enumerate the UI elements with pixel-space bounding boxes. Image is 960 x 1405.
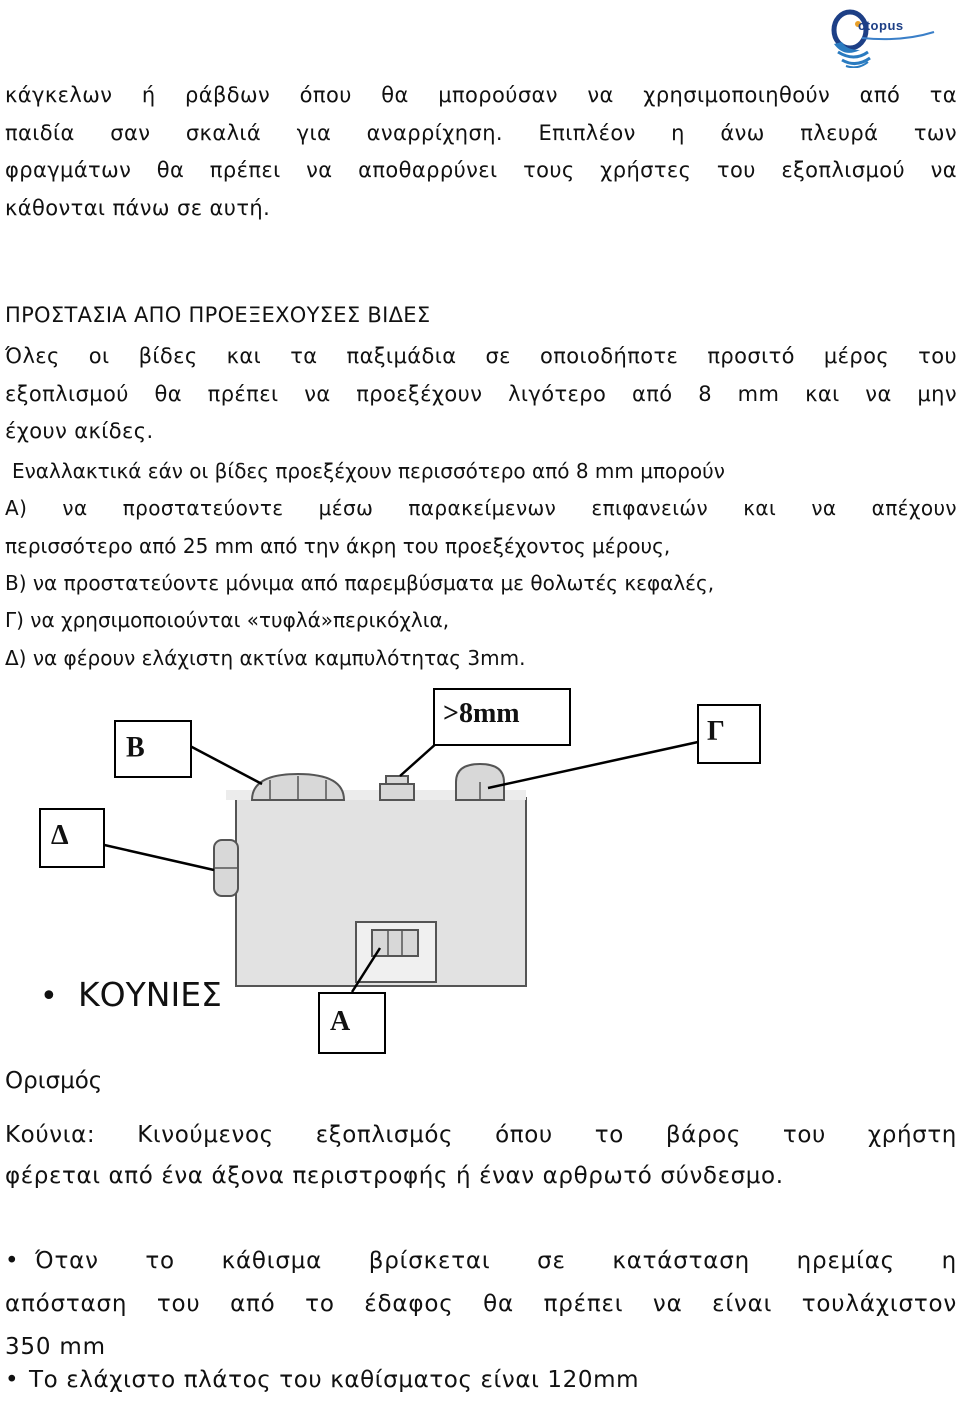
- option-g: Γ) να χρησιμοποιούνται «τυφλά»περικόχλια,: [5, 608, 450, 632]
- seat-height-bullet: [5, 1240, 957, 1369]
- logo-text: ctopus: [858, 18, 904, 33]
- bullet-icon: •: [5, 1248, 20, 1274]
- intro-paragraph: [5, 77, 957, 227]
- seat-width-bullet: [5, 1367, 639, 1393]
- paragraph-line: παιδία σαν σκαλιά για αναρρίχηση. Επιπλέον η άνω πλευρά των: [5, 120, 957, 145]
- option-a-line2: περισσότερο από 25 mm από την άκρη του προεξέχοντος μέρους,: [5, 534, 671, 558]
- bullet-text: Το ελάχιστο πλάτος του καθίσματος είναι 120mm: [29, 1367, 640, 1393]
- paragraph-line: κάγκελων ή ράβδων όπου θα μπορούσαν να χρησιμοποιηθούν από τα: [5, 83, 957, 107]
- definition-title: Ορισμός: [5, 1068, 103, 1094]
- bullet-icon: •: [5, 1367, 20, 1393]
- bullet-line: [5, 1240, 957, 1283]
- paragraph-line: φραγμάτων θα πρέπει να αποθαρρύνει τους χρήστες του εξοπλισμού να: [5, 158, 957, 182]
- paragraph-line: κάθονται πάνω σε αυτή.: [5, 195, 271, 220]
- section-heading: ΠΡΟΣΤΑΣΙΑ ΑΠΟ ΠΡΟΕΞΕΧΟΥΣΕΣ ΒΙΔΕΣ: [5, 303, 431, 327]
- label-over-8mm: [433, 688, 571, 746]
- paragraph-line: εξοπλισμού θα πρέπει να προεξέχουν λιγότερο από 8 mm και να μην: [5, 381, 957, 406]
- label-g-text: Γ: [707, 716, 725, 747]
- paragraph-line: φέρεται από ένα άξονα περιστροφής ή έναν αρθρωτό σύνδεσμο.: [5, 1163, 784, 1189]
- label-g: [697, 704, 761, 764]
- option-d: Δ) να φέρουν ελάχιστη ακτίνα καμπυλότητας 3mm.: [5, 646, 526, 670]
- paragraph-line: Κούνια: Κινούμενος εξοπλισμός όπου το βάρος του χρήστη: [5, 1122, 957, 1148]
- definition-paragraph: [5, 1115, 957, 1197]
- paragraph-line: Όλες οι βίδες και τα παξιμάδια σε οποιοδήποτε προσιτό μέρος του: [5, 344, 957, 368]
- option-a: [5, 490, 957, 528]
- swings-heading-text: ΚΟΥΝΙΕΣ: [78, 975, 222, 1014]
- label-d: [39, 808, 105, 868]
- bullet-line: απόσταση του από το έδαφος θα πρέπει να είναι τουλάχιστον: [5, 1291, 957, 1317]
- company-logo: [828, 4, 940, 68]
- option-b: Β) να προστατεύοντε μόνιμα από παρεμβύσματα με θολωτές κεφαλές,: [5, 571, 715, 595]
- label-b: [114, 720, 192, 778]
- alternatives-intro: Εναλλακτικά εάν οι βίδες προεξέχουν περισσότερο από 8 mm μπορούν: [12, 459, 725, 483]
- swings-heading: [40, 975, 222, 1014]
- bullet-icon: •: [40, 979, 58, 1014]
- label-b-text: Β: [126, 732, 145, 763]
- bullet-line: 350 mm: [5, 1334, 106, 1360]
- bullet-text: Όταν το κάθισμα βρίσκεται σε κατάσταση ηρεμίας η: [35, 1248, 957, 1274]
- paragraph-line: έχουν ακίδες.: [5, 419, 154, 443]
- bolts-paragraph: [5, 338, 957, 451]
- label-a: [318, 992, 386, 1054]
- label-d-text: Δ: [51, 820, 69, 851]
- option-a-line1: Α) να προστατεύοντε μέσω παρακείμενων επιφανειών και να απέχουν: [5, 496, 957, 520]
- label-over-8mm-text: >8mm: [443, 698, 520, 729]
- octopus-logo-icon: [828, 4, 940, 68]
- label-a-text: Α: [330, 1006, 351, 1037]
